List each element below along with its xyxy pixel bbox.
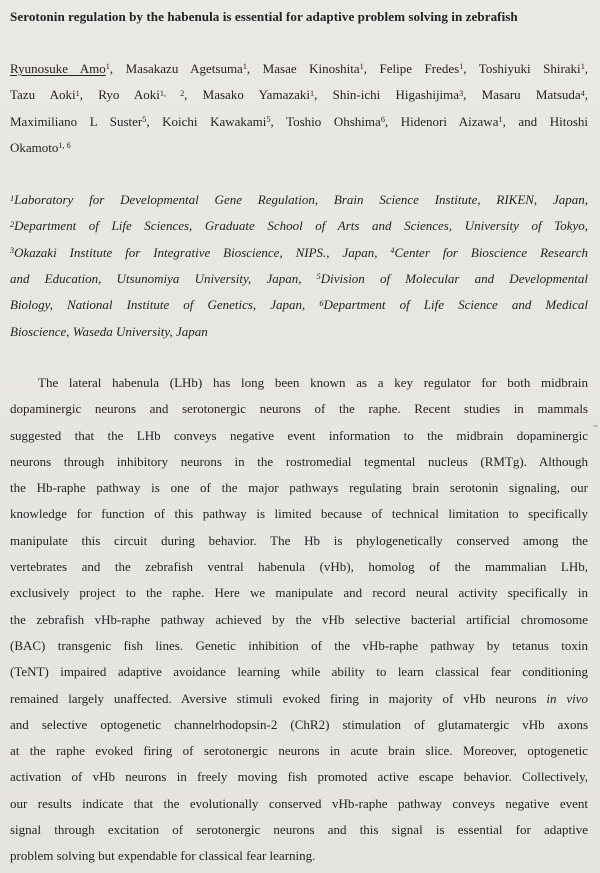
abstract-line: (TeNT) impaired adaptive avoidance learning while ability to learn classical fear conditioning (10, 664, 588, 680)
superscript-ref: 5 (316, 272, 321, 282)
affiliation-line: $^2$Department of Life Sciences, Graduate School of Arts and Sciences, University of Tokyo, (10, 218, 588, 234)
affiliation-line: Biology, National Institute of Genetics, Japan, $^6$Department of Life Science and Medical (10, 297, 588, 313)
underlined-name: Ryunosuke Amo (10, 61, 106, 76)
abstract-line: problem solving but expendable for classical fear learning. (10, 848, 316, 864)
abstract-line: at the raphe evoked firing of serotonergic neurons in acute brain slice. Moreover, optogenetic (10, 743, 588, 759)
superscript-ref: 1 (359, 62, 364, 72)
abstract-line: dopaminergic neurons and serotonergic neurons of the raphe. Recent studies in mammals (10, 401, 588, 417)
abstract-line: suggested that the LHb conveys negative event information to the midbrain dopaminergic (10, 427, 588, 443)
superscript-ref: 1 (105, 62, 110, 72)
abstract-line: vertebrates and the zebrafish ventral habenula (vHb), homolog of the mammalian LHb, (10, 559, 588, 575)
superscript-ref: 6 (380, 114, 385, 124)
abstract-line: knowledge for function of this pathway is limited because of technical limitation to specifically (10, 506, 588, 522)
author-list (10, 56, 588, 161)
abstract-line: activation of vHb neurons in freely moving fish promoted active escape behavior. Collectively, (10, 769, 588, 785)
superscript-ref: 1, 6 (58, 141, 71, 151)
abstract-line: the Hb-raphe pathway is one of the major pathways regulating brain serotonin signaling, our (10, 480, 588, 496)
superscript-ref: 5 (142, 114, 147, 124)
superscript-ref: 1 (310, 88, 315, 98)
abstract-line: and selective optogenetic channelrhodopsin-2 (ChR2) stimulation of glutamatergic vHb axons (10, 716, 588, 732)
superscript-ref: 5 (266, 114, 271, 124)
paper-title: Serotonin regulation by the habenula is essential for adaptive problem solving in zebrafish (10, 9, 518, 24)
abstract-line: exclusively project to the raphe. Here we manipulate and record neural activity specifically in (10, 585, 588, 601)
affiliation-line: $^1$Laboratory for Developmental Gene Regulation, Brain Science Institute, RIKEN, Japan, (10, 192, 588, 208)
affiliation-line: $^3$Okazaki Institute for Integrative Bioscience, NIPS., Japan, $^4$Center for Bioscience Research (10, 244, 588, 260)
author-line: Ryunosuke Amo$^1$, Masakazu Agetsuma$^1$, Masae Kinoshita$^1$, Felipe Fredes$^1$, Toshiyuki Shiraki$^1$, (10, 61, 589, 76)
abstract-line: our results indicate that the evolutionally conserved vHb-raphe pathway conveys negative event (10, 795, 588, 811)
superscript-ref: 1, 2 (159, 88, 185, 98)
scan-artifact (593, 425, 598, 427)
italic-text: in vivo (546, 690, 589, 706)
superscript-ref: 6 (319, 298, 324, 308)
superscript-ref: 1 (10, 193, 15, 203)
abstract-line: The lateral habenula (LHb) has long been known as a key regulator for both midbrain (38, 374, 588, 390)
abstract-line: the zebrafish vHb-raphe pathway achieved by the vHb selective bacterial artificial chromosome (10, 611, 588, 627)
author-line: Tazu Aoki$^1$, Ryo Aoki$^{1, 2}$, Masako Yamazaki$^1$, Shin-ichi Higashijima$^3$, Masaru Matsuda$^4$, (10, 87, 589, 103)
abstract-line: signal through excitation of serotonergic neurons and this signal is essential for adaptive (10, 822, 588, 838)
author-line: Okamoto$^{1, 6}$ (10, 139, 71, 155)
abstract-line: (BAC) transgenic fish lines. Genetic inhibition of the vHb-raphe pathway by tetanus toxin (10, 637, 588, 653)
superscript-ref: 4 (390, 246, 395, 256)
superscript-ref: 3 (10, 246, 15, 256)
superscript-ref: 2 (10, 219, 15, 229)
abstract-paragraph (10, 370, 588, 870)
abstract-line: remained largely unaffected. Aversive stimuli evoked firing in majority of vHb neurons in vivo (10, 690, 589, 706)
abstract-line: neurons through inhibitory neurons in the rostromedial tegmental nucleus (RMTg). Although (10, 453, 588, 469)
superscript-ref: 1 (75, 88, 80, 98)
affiliation-line: and Education, Utsunomiya University, Japan, $^5$Division of Molecular and Developmental (10, 271, 589, 287)
superscript-ref: 1 (242, 62, 247, 72)
affiliation-line: Bioscience, Waseda University, Japan (10, 323, 208, 339)
superscript-ref: 1 (459, 62, 464, 72)
abstract-line: manipulate this circuit during behavior. The Hb is phylogenetically conserved among the (10, 532, 588, 548)
superscript-ref: 4 (580, 88, 585, 98)
superscript-ref: 1 (498, 114, 503, 124)
superscript-ref: 3 (459, 88, 464, 98)
superscript-ref: 1 (580, 62, 585, 72)
affiliations (10, 187, 588, 345)
author-line: Maximiliano L Suster$^5$, Koichi Kawakami$^5$, Toshio Ohshima$^6$, Hidenori Aizawa$^1$, and Hitoshi (10, 113, 589, 129)
